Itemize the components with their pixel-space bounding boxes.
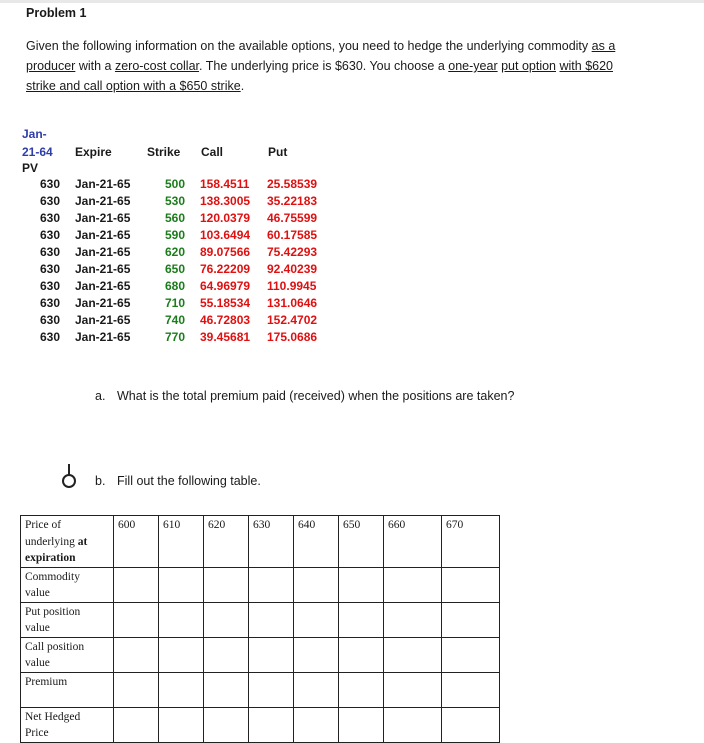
blank-answer-cell[interactable] — [294, 637, 339, 672]
blank-answer-cell[interactable] — [384, 672, 442, 707]
blank-answer-cell[interactable] — [204, 672, 249, 707]
label-line: Net Hedged — [25, 710, 81, 723]
call-premium: 89.07566 — [200, 245, 251, 259]
label-line: value — [25, 622, 50, 634]
blank-answer-cell[interactable] — [159, 637, 204, 672]
pv-value: 630 — [40, 211, 61, 225]
expire-date: Jan-21-65 — [75, 330, 131, 344]
intro-text: Given the following information on the available options, you need to hedge the underlying commodity — [26, 39, 592, 53]
blank-answer-cell[interactable] — [159, 672, 204, 707]
put-premium: 25.58539 — [267, 177, 318, 191]
intro-text: with a — [75, 59, 115, 73]
blank-answer-cell[interactable] — [249, 602, 294, 637]
price-header-cell: 650 — [339, 516, 384, 568]
label-line: Call position — [25, 640, 85, 653]
row-label — [21, 567, 114, 602]
price-header-cell: 660 — [384, 516, 442, 568]
blank-answer-cell[interactable] — [114, 672, 159, 707]
blank-answer-cell[interactable] — [204, 707, 249, 742]
header-strike: Strike — [147, 145, 181, 159]
row-label — [21, 707, 114, 742]
label-line: Price — [25, 727, 49, 739]
strike-price: 680 — [165, 279, 186, 293]
problem-intro — [26, 36, 626, 96]
blank-answer-cell[interactable] — [159, 567, 204, 602]
pv-value: 630 — [40, 313, 61, 327]
label-line: Put position — [25, 605, 81, 618]
row-label — [21, 672, 114, 707]
blank-answer-cell[interactable] — [339, 672, 384, 707]
strike-price: 710 — [165, 296, 186, 310]
call-premium: 158.4511 — [200, 177, 250, 191]
question-a-letter: a. — [95, 389, 106, 403]
blank-answer-cell[interactable] — [384, 637, 442, 672]
put-premium: 92.40239 — [267, 262, 318, 276]
table-row — [21, 637, 500, 672]
expire-date: Jan-21-65 — [75, 177, 131, 191]
blank-answer-cell[interactable] — [204, 637, 249, 672]
expire-date: Jan-21-65 — [75, 296, 131, 310]
price-header-cell: 620 — [204, 516, 249, 568]
blank-answer-cell[interactable] — [249, 567, 294, 602]
blank-answer-cell[interactable] — [249, 707, 294, 742]
blank-answer-cell[interactable] — [442, 567, 500, 602]
strike-price: 590 — [165, 228, 186, 242]
call-premium: 103.6494 — [200, 228, 251, 242]
blank-answer-cell[interactable] — [339, 637, 384, 672]
label-line: Commodity — [25, 570, 80, 583]
blank-answer-cell[interactable] — [249, 637, 294, 672]
blank-answer-cell[interactable] — [114, 567, 159, 602]
row-label — [21, 637, 114, 672]
row-label — [21, 602, 114, 637]
blank-answer-cell[interactable] — [339, 567, 384, 602]
label-line: underlying — [25, 535, 75, 548]
price-header-cell: 640 — [294, 516, 339, 568]
strike-price: 620 — [165, 245, 186, 259]
blank-answer-cell[interactable] — [339, 707, 384, 742]
header-pv-line2: 21-64 — [22, 145, 53, 159]
blank-answer-cell[interactable] — [294, 567, 339, 602]
call-premium: 76.22209 — [200, 262, 251, 276]
strike-price: 530 — [165, 194, 186, 208]
intro-underline-collar: zero-cost collar — [114, 59, 200, 73]
blank-answer-cell[interactable] — [442, 672, 500, 707]
blank-answer-cell[interactable] — [114, 637, 159, 672]
expire-date: Jan-21-65 — [75, 279, 131, 293]
pv-value: 630 — [40, 296, 61, 310]
pv-value: 630 — [40, 279, 61, 293]
price-header-row — [21, 516, 500, 568]
expire-date: Jan-21-65 — [75, 194, 131, 208]
call-premium: 46.72803 — [200, 313, 251, 327]
intro-text: . The underlying price is $630. You choose a — [199, 59, 449, 73]
label-bold: at — [77, 535, 88, 548]
header-pv-line3: PV — [22, 161, 39, 175]
put-premium: 175.0686 — [267, 330, 318, 344]
pv-value: 630 — [40, 245, 61, 259]
top-border — [0, 0, 704, 3]
strike-price: 650 — [165, 262, 186, 276]
question-b-text: Fill out the following table. — [117, 474, 261, 488]
put-premium: 110.9945 — [267, 279, 317, 293]
price-header-cell: 610 — [159, 516, 204, 568]
pv-value: 630 — [40, 177, 61, 191]
blank-answer-cell[interactable] — [384, 567, 442, 602]
call-premium: 138.3005 — [200, 194, 251, 208]
put-premium: 75.42293 — [267, 245, 318, 259]
table-row — [21, 707, 500, 742]
anchor-handle-icon[interactable] — [62, 474, 76, 488]
blank-answer-cell[interactable] — [442, 707, 500, 742]
blank-answer-cell[interactable] — [294, 707, 339, 742]
label-line: value — [25, 657, 50, 669]
expire-date: Jan-21-65 — [75, 228, 131, 242]
blank-answer-cell[interactable] — [159, 602, 204, 637]
expire-date: Jan-21-65 — [75, 313, 131, 327]
label-line: value — [25, 587, 50, 599]
intro-underline-producer: as a producer — [26, 39, 616, 73]
question-b-letter: b. — [95, 474, 106, 488]
expire-date: Jan-21-65 — [75, 211, 131, 225]
strike-price: 770 — [165, 330, 186, 344]
problem-title: Problem 1 — [26, 6, 87, 20]
strike-price: 740 — [165, 313, 186, 327]
price-header-cell: 630 — [249, 516, 294, 568]
blank-answer-cell[interactable] — [114, 707, 159, 742]
hedge-table — [20, 515, 500, 743]
label-bold: expiration — [25, 552, 76, 564]
header-call: Call — [201, 145, 224, 159]
put-premium: 60.17585 — [267, 228, 318, 242]
table-row — [21, 602, 500, 637]
put-premium: 131.0646 — [267, 296, 318, 310]
blank-answer-cell[interactable] — [294, 672, 339, 707]
blank-answer-cell[interactable] — [384, 707, 442, 742]
call-premium: 39.45681 — [200, 330, 251, 344]
blank-answer-cell[interactable] — [294, 602, 339, 637]
put-premium: 46.75599 — [267, 211, 318, 225]
table-row — [21, 567, 500, 602]
blank-answer-cell[interactable] — [442, 637, 500, 672]
blank-answer-cell[interactable] — [339, 602, 384, 637]
blank-answer-cell[interactable] — [384, 602, 442, 637]
label-line: Premium — [25, 675, 68, 688]
put-premium: 35.22183 — [267, 194, 318, 208]
price-header-cell: 600 — [114, 516, 159, 568]
label-line — [25, 692, 28, 704]
call-premium: 120.0379 — [200, 211, 251, 225]
table-row — [21, 672, 500, 707]
call-premium: 64.96979 — [200, 279, 251, 293]
label-line: Price of — [25, 519, 62, 531]
strike-price: 560 — [165, 211, 186, 225]
header-put: Put — [268, 145, 288, 159]
blank-answer-cell[interactable] — [204, 567, 249, 602]
pv-value: 630 — [40, 262, 61, 276]
blank-answer-cell[interactable] — [204, 602, 249, 637]
blank-answer-cell[interactable] — [249, 672, 294, 707]
strike-price: 500 — [165, 177, 186, 191]
intro-underline-oneyear: one-year — [448, 59, 498, 73]
blank-answer-cell[interactable] — [114, 602, 159, 637]
expire-date: Jan-21-65 — [75, 245, 131, 259]
price-header-label — [21, 516, 114, 568]
call-premium: 55.18534 — [200, 296, 251, 310]
header-expire: Expire — [75, 145, 112, 159]
intro-underline-strikes: with $620 strike and call option with a $650 strike — [26, 59, 614, 93]
header-pv-line1: Jan- — [22, 127, 47, 141]
price-header-cell: 670 — [442, 516, 500, 568]
pv-value: 630 — [40, 228, 61, 242]
pv-value: 630 — [40, 330, 61, 344]
expire-date: Jan-21-65 — [75, 262, 131, 276]
question-a-text: What is the total premium paid (received) when the positions are taken? — [117, 389, 515, 403]
put-premium: 152.4702 — [267, 313, 318, 327]
intro-text: . — [240, 79, 245, 93]
pv-value: 630 — [40, 194, 61, 208]
blank-answer-cell[interactable] — [159, 707, 204, 742]
blank-answer-cell[interactable] — [442, 602, 500, 637]
intro-underline-put: put option — [501, 59, 557, 73]
